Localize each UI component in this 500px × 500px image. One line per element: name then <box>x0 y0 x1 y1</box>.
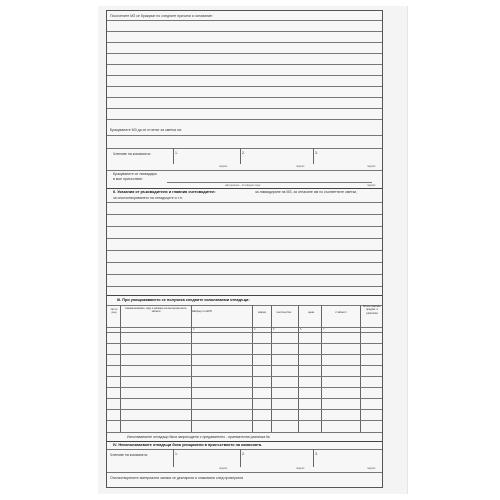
form-line <box>107 274 382 275</box>
form-line <box>107 86 382 87</box>
column-header-qty: количество <box>276 310 292 314</box>
table-row-line <box>107 376 382 377</box>
signature-caption: подпис <box>367 467 376 470</box>
column-header-code: Шифър по ЕКП <box>192 309 212 313</box>
column-header-value: стойност <box>335 310 347 314</box>
cell-divider <box>313 148 314 164</box>
form-line <box>107 119 382 120</box>
form-line <box>107 262 382 263</box>
table-row-line <box>107 354 382 355</box>
table-row-line <box>107 387 382 388</box>
column-index: 4 <box>254 328 256 331</box>
cell-divider <box>240 148 241 164</box>
member-2-number: 2. <box>242 151 245 155</box>
table-row-line <box>107 332 382 333</box>
suggest-label: Бракуваните МЗ да се отчетат за сметка на: <box>110 128 182 132</box>
member-1-number: 1. <box>175 452 178 456</box>
form-line <box>107 286 382 287</box>
form-line <box>107 148 382 149</box>
section-divider <box>107 295 382 296</box>
column-header-price: цена <box>307 310 315 314</box>
section-divider <box>107 188 382 189</box>
signature-caption: подпис <box>219 165 228 168</box>
signature-caption: подпис <box>367 165 376 168</box>
table-row-line <box>107 365 382 366</box>
form-line <box>107 214 382 215</box>
form-line <box>107 108 382 109</box>
cell-divider <box>240 449 241 467</box>
table-bottom-line <box>107 432 382 433</box>
member-3-number: 3. <box>315 151 318 155</box>
footer-line: Оползотворените материални запаси се деклариха и опаковани след проверката <box>110 476 243 480</box>
table-column-divider <box>191 305 195 432</box>
form-line <box>107 238 382 239</box>
liquidated-label-2: в мое присъствие: <box>113 177 143 181</box>
signature-caption: подпис <box>367 184 376 187</box>
form-line <box>107 472 382 473</box>
cell-divider <box>313 449 314 467</box>
table-row-line <box>107 343 382 344</box>
column-header-unit: мярка <box>258 310 266 314</box>
table-column-divider <box>360 305 361 432</box>
section-ii-title: II. Указания от ръководителя и главния счетоводител: <box>113 190 216 194</box>
cell-divider <box>173 148 174 164</box>
column-header-num: № по ред <box>110 307 118 315</box>
table-column-divider <box>298 305 302 432</box>
section-ii-text-2: за оползотворяването на отпадъците и т.н. <box>113 196 183 200</box>
column-index: 5 <box>273 328 275 331</box>
section-iv-title: IV. Неизползваемите отпадъци бяха унищожени в присъствието на комисията. <box>113 443 263 447</box>
table-row-line <box>107 409 382 410</box>
liquidated-label-1: Бракуваните се ликвидира <box>113 172 157 176</box>
section-iii-title: III. При унищожаването се получиха следните използваеми отпадъци: <box>117 298 250 302</box>
table-row-line <box>107 398 382 399</box>
form-line <box>107 97 382 98</box>
table-column-divider <box>271 305 275 432</box>
form-line <box>107 250 382 251</box>
delivered-line: Използваемите отпадъци бяха заприходени с предавателно - приемателна разписка № <box>127 435 270 439</box>
table-column-divider <box>321 305 325 432</box>
table-header-line <box>107 327 382 328</box>
signature-caption: подпис <box>296 165 305 168</box>
table-column-divider <box>252 305 256 432</box>
signature-caption: подпис <box>219 467 228 470</box>
form-line <box>107 31 382 32</box>
column-header-note: № на приемо-предав. и разписка <box>362 304 382 315</box>
form-line <box>107 64 382 65</box>
section-divider <box>107 441 382 442</box>
table-column-divider <box>120 305 121 432</box>
cell-divider <box>173 449 174 467</box>
form-line <box>107 20 382 21</box>
form-line <box>107 202 382 203</box>
column-header-name: Наименование, вид и размер на материалните запаси <box>125 306 187 314</box>
member-1-number: 1. <box>175 151 178 155</box>
column-index: 3 <box>193 328 195 331</box>
column-index: 6 <box>300 328 302 331</box>
member-3-number: 3. <box>315 452 318 456</box>
column-index: 7 <box>323 328 325 331</box>
document-form <box>106 10 383 488</box>
form-line <box>107 53 382 54</box>
mol-caption: материално - отговорно лице <box>225 184 261 187</box>
form-line <box>107 135 382 136</box>
form-line <box>107 170 382 171</box>
form-line <box>107 42 382 43</box>
reasons-label: Посочените МЗ се бракуват по следните причини и основание: <box>110 14 213 18</box>
form-line <box>107 449 382 450</box>
members-label: Членове на комисията: <box>113 152 151 156</box>
signature-line <box>167 182 372 183</box>
form-line <box>107 226 382 227</box>
signature-caption: подпис <box>296 467 305 470</box>
table-row-line <box>107 420 382 421</box>
form-line <box>107 75 382 76</box>
section-iv-members-label: Членове на комисията: <box>110 453 148 457</box>
section-ii-text-1: за ликвидиране на МЗ, за отнасяне им по съответните сметки, <box>255 190 358 194</box>
member-2-number: 2. <box>242 452 245 456</box>
